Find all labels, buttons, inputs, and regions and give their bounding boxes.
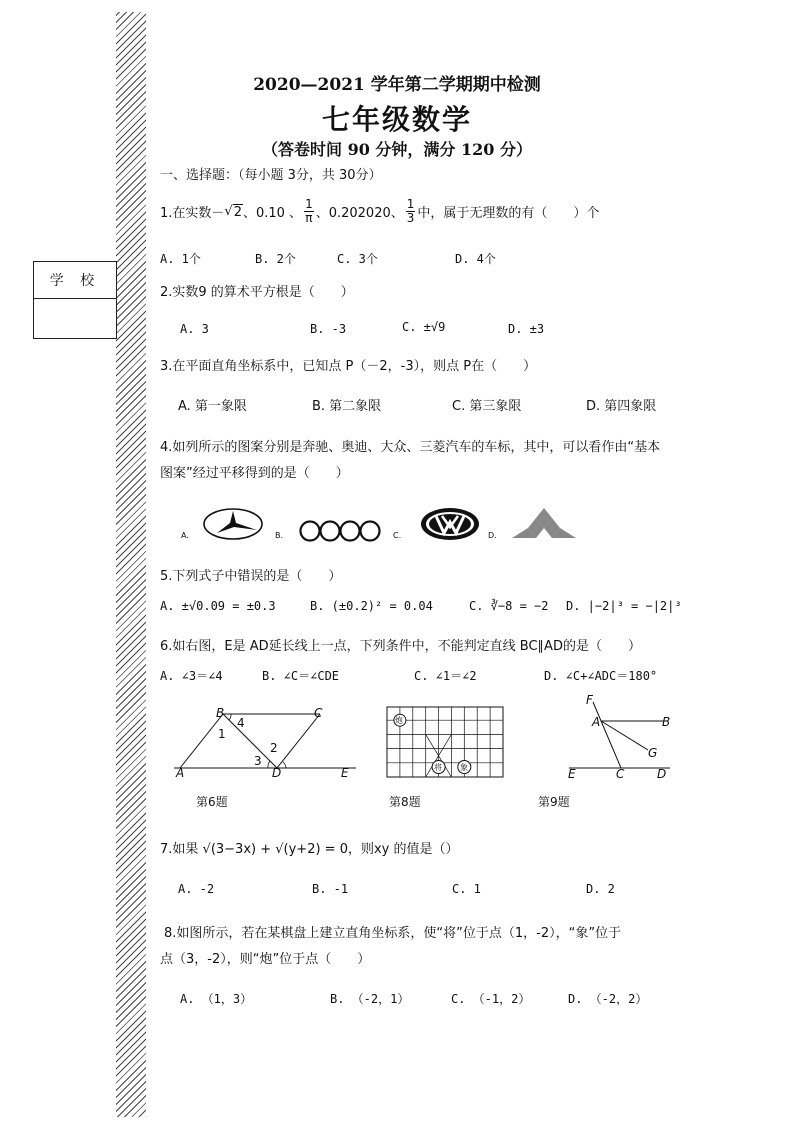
question-3: 3.在平面直角坐标系中，已知点 P（－2，-3），则点 P在（ ） — [160, 359, 537, 374]
piece-xiang: 象 — [460, 763, 468, 772]
q1-mid2: 、0.202020、 — [315, 206, 404, 221]
option-b[interactable]: B. -3 — [310, 322, 347, 336]
fraction-1-over-3: $\frac{1}{3}$ — [406, 197, 415, 225]
fig6-angle-2: 2 — [270, 741, 278, 755]
school-box[interactable] — [33, 261, 117, 339]
fig9-label-a: A — [592, 715, 601, 729]
fig9-label-c: C — [616, 767, 625, 781]
option-a[interactable]: A. ±√0.09 = ±0.3 — [160, 599, 276, 613]
option-c[interactable]: C. ±√9 — [402, 320, 446, 334]
option-a[interactable]: A. ∠3＝∠4 — [160, 669, 223, 683]
mitsubishi-logo-icon — [511, 507, 577, 539]
logo-label-b[interactable]: B. — [275, 531, 284, 540]
option-c[interactable]: C. ∛−8 = −2 — [469, 599, 549, 613]
fig9-label-d: D — [657, 767, 667, 781]
question-5: 5.下列式子中错误的是（ ） — [160, 569, 342, 584]
figure-6-parallelogram — [170, 705, 360, 781]
school-label: 学 校 — [34, 262, 116, 299]
fig6-label-c: C — [314, 706, 323, 720]
mercedes-logo-icon — [203, 508, 263, 540]
option-c[interactable]: C. ∠1＝∠2 — [414, 669, 477, 683]
question-7: 7.如果 √(3−3x) + √(y+2) = 0，则xy 的值是（） — [160, 842, 459, 857]
fig6-label-d: D — [272, 766, 282, 780]
option-d[interactable]: D. （-2，2） — [568, 992, 648, 1006]
option-c[interactable]: C. 3个 — [337, 252, 378, 266]
fig9-caption: 第9题 — [538, 795, 570, 809]
figure-8-chessboard — [386, 706, 504, 778]
sqrt-symbol: √ — [224, 204, 233, 219]
q1-post: 中，属于无理数的有（ ）个 — [417, 206, 600, 221]
q1-pre: 1.在实数－ — [160, 206, 225, 221]
option-d[interactable]: D. |−2|³ = −|2|³ — [566, 599, 682, 613]
question-8-line2: 点（3，-2），则“炮”位于点（ ） — [160, 952, 371, 967]
option-c[interactable]: C. （-1，2） — [451, 992, 531, 1006]
option-c[interactable]: C. 1 — [452, 882, 481, 896]
question-4-line1: 4.如列所示的图案分别是奔驰、奥迪、大众、三菱汽车的车标，其中，可以看作由“基本 — [160, 440, 661, 455]
fig6-label-b: B — [216, 706, 225, 720]
option-a[interactable]: A. （1，3） — [180, 992, 253, 1006]
binding-margin-hatch — [116, 12, 146, 1117]
fraction-1-over-pi: $\frac{1}{\pi}$ — [305, 197, 313, 225]
fig6-angle-3: 3 — [254, 754, 262, 768]
audi-logo-icon — [298, 520, 382, 542]
piece-jiang: 将 — [434, 763, 442, 772]
option-a[interactable]: A. 3 — [180, 322, 209, 336]
question-8-line1: 8.如图所示，若在某棋盘上建立直角坐标系，使“将”位于点（1，-2），“象”位于 — [164, 926, 622, 941]
option-d[interactable]: D. 2 — [586, 882, 615, 896]
fig9-label-e: E — [568, 767, 576, 781]
question-4-line2: 图案”经过平移得到的是（ ） — [160, 466, 349, 481]
option-d[interactable]: D. 4个 — [455, 252, 496, 266]
logo-label-c[interactable]: C. — [393, 531, 402, 540]
option-d[interactable]: D. 第四象限 — [586, 399, 657, 414]
fig9-label-g: G — [648, 746, 658, 760]
piece-pao: 炮 — [395, 716, 403, 725]
question-1 — [160, 198, 599, 225]
option-b[interactable]: B. 2个 — [255, 252, 296, 266]
question-2: 2.实数9 的算术平方根是（ ） — [160, 285, 354, 300]
option-c[interactable]: C. 第三象限 — [452, 399, 522, 414]
question-6: 6.如右图，E是 AD延长线上一点，下列条件中，不能判定直线 BC∥AD的是（ ） — [160, 639, 641, 654]
option-b[interactable]: B. (±0.2)² = 0.04 — [310, 599, 433, 613]
exam-subtitle: （答卷时间 90 分钟，满分 120 分） — [262, 140, 532, 159]
option-b[interactable]: B. -1 — [312, 882, 349, 896]
exam-title: 2020—2021 学年第二学期期中检测 — [253, 75, 541, 95]
option-b[interactable]: B. ∠C＝∠CDE — [262, 669, 340, 683]
option-a[interactable]: A. 第一象限 — [178, 399, 247, 414]
logo-label-d[interactable]: D. — [488, 531, 497, 540]
fig6-angle-4: 4 — [237, 716, 245, 730]
q1-sqrt2: 2 — [233, 204, 242, 220]
option-d[interactable]: D. ±3 — [508, 322, 545, 336]
fig6-caption: 第6题 — [196, 795, 228, 809]
q1-mid: 、0.10 、 — [242, 206, 303, 221]
logo-label-a[interactable]: A. — [181, 531, 189, 540]
option-b[interactable]: B. （-2，1） — [330, 992, 410, 1006]
fig6-label-a: A — [176, 766, 185, 780]
option-a[interactable]: A. -2 — [178, 882, 215, 896]
fig6-label-e: E — [341, 766, 349, 780]
option-d[interactable]: D. ∠C+∠ADC＝180° — [544, 669, 658, 683]
fig8-caption: 第8题 — [389, 795, 421, 809]
option-b[interactable]: B. 第二象限 — [312, 399, 382, 414]
option-a[interactable]: A. 1个 — [160, 252, 201, 266]
fig9-label-f: F — [586, 693, 593, 707]
subject-title: 七年级数学 — [321, 103, 472, 136]
fig6-angle-1: 1 — [218, 727, 226, 741]
fig9-label-b: B — [662, 715, 671, 729]
section-heading: 一、选择题：（每小题 3分，共 30分） — [160, 168, 382, 183]
volkswagen-logo-icon — [420, 507, 480, 541]
